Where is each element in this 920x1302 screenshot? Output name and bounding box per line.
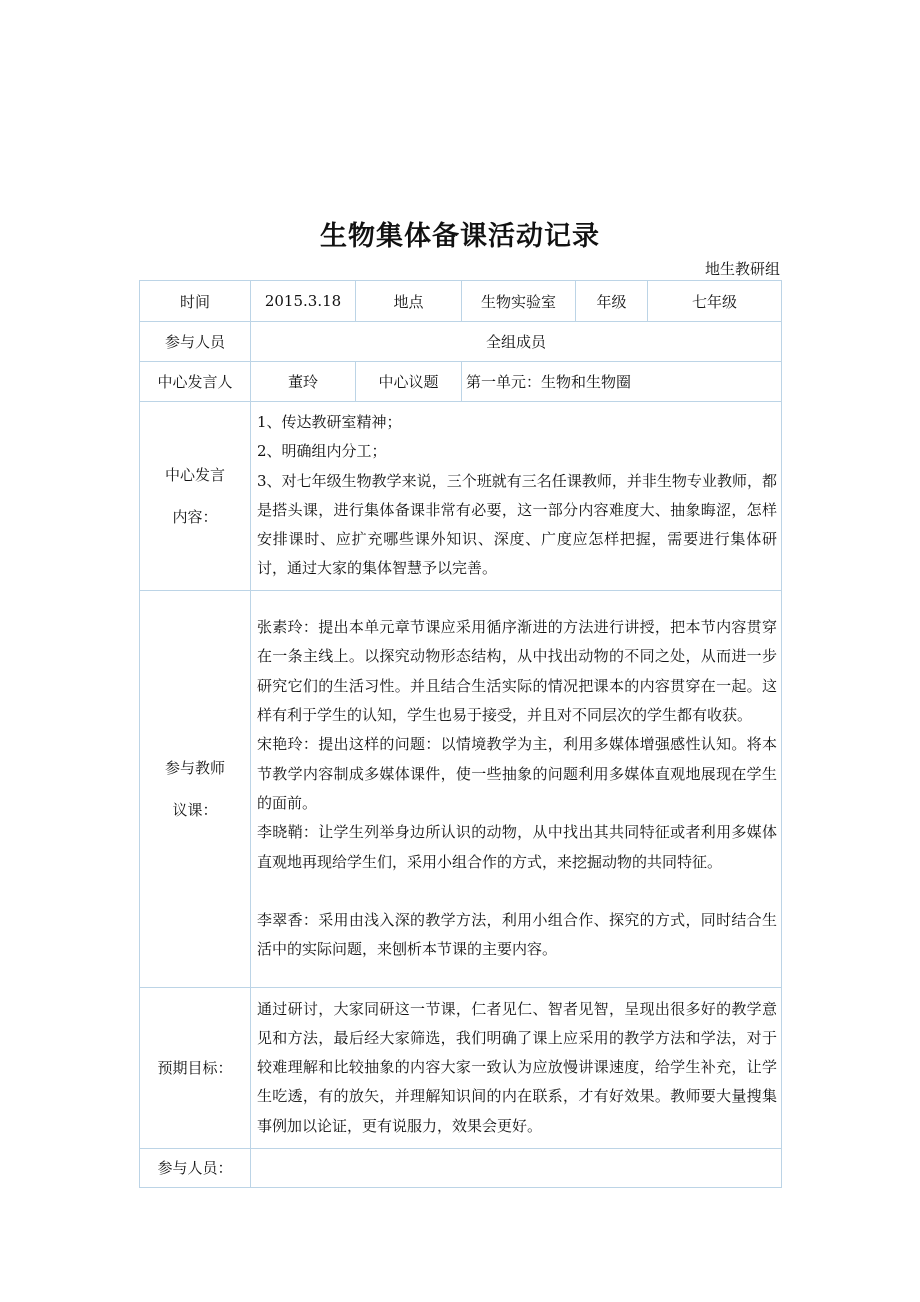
- goal-text: 通过研讨，大家同研这一节课，仁者见仁、智者见智，呈现出很多好的教学意见和方法，最后经大家筛选，我们明确了课上应采用的教学方法和学法，对于较难理解和比较抽象的内容大家一致认为应放慢讲课速度，给学生补充，让学生吃透，有的放矢，并理解知识间的内在联系，才有好效果。教师要大量搜集事例加以论证，更有说服力，效果会更好。: [257, 999, 777, 1135]
- grade-value: 七年级: [648, 281, 782, 322]
- speech-item: 3、对七年级生物教学来说，三个班就有三名任课教师，并非生物专业教师，都是搭头课，进行集体备课非常有必要，这一部分内容难度大、抽象晦涩，怎样安排课时、应扩充哪些课外知识、深度、广度应怎样把握，需要进行集体研讨，通过大家的集体智慧予以完善。: [257, 471, 777, 578]
- table-row: [140, 322, 782, 362]
- goal-label: 预期目标：: [140, 987, 251, 1148]
- discussion-paragraph: 张素玲：提出本单元章节课应采用循序渐进的方法进行讲授，把本节内容贯穿在一条主线上。以探究动物形态结构，从中找出动物的不同之处，从而进一步研究它们的生活习性。并且结合生活实际的情况把课本的内容贯穿在一起。这样有利于学生的认知，学生也易于接受，并且对不同层次的学生都有收获。: [257, 618, 777, 725]
- table-row: [140, 1148, 782, 1187]
- table-row: [140, 987, 782, 1148]
- grade-label: 年级: [576, 281, 648, 322]
- goal-content: [251, 987, 782, 1148]
- table-row: [140, 362, 782, 402]
- time-value: 2015.3.18: [251, 281, 356, 322]
- speech-label-line2: 内容：: [172, 507, 218, 526]
- speech-label-line1: 中心发言: [164, 465, 225, 484]
- footer-participants-label: 参与人员：: [140, 1148, 251, 1187]
- discussion-paragraph: 李晓鞘：让学生列举身边所认识的动物，从中找出其共同特征或者利用多媒体直观地再现给学生们，采用小组合作的方式，来挖掘动物的共同特征。: [257, 823, 777, 871]
- group-name: 地生教研组: [704, 260, 780, 278]
- speaker-value: 董玲: [251, 362, 356, 402]
- page-title: 生物集体备课活动记录: [320, 221, 600, 252]
- topic-label: 中心议题: [356, 362, 462, 402]
- topic-value: 第一单元：生物和生物圈: [462, 362, 782, 402]
- discussion-label: [140, 590, 251, 987]
- table-row: [140, 402, 782, 591]
- discussion-paragraph: 李翠香：采用由浅入深的教学方法，利用小组合作、探究的方式，同时结合生活中的实际问题，来刨析本节课的主要内容。: [257, 910, 777, 959]
- record-table: [139, 280, 782, 1188]
- discussion-label-line1: 参与教师: [164, 758, 225, 777]
- speech-item: 1、传达教研室精神；: [257, 413, 402, 431]
- discussion-content: [251, 590, 782, 987]
- discussion-paragraph: 宋艳玲：提出这样的问题：以情境教学为主，利用多媒体增强感性认知。将本节教学内容制成多媒体课件，使一些抽象的问题利用多媒体直观地展现在学生的面前。: [257, 735, 777, 812]
- paragraph-gap: [257, 877, 777, 906]
- participants-value: 全组成员: [251, 322, 782, 362]
- discussion-label-line2: 议课：: [172, 800, 218, 819]
- table-row: [140, 590, 782, 987]
- speech-item: 2、明确组内分工；: [257, 442, 387, 461]
- speech-content: [251, 402, 782, 591]
- place-label: 地点: [356, 281, 462, 322]
- time-label: 时间: [140, 281, 251, 322]
- footer-participants-value: [251, 1148, 782, 1187]
- speaker-label: 中心发言人: [140, 362, 251, 402]
- place-value: 生物实验室: [462, 281, 576, 322]
- speech-label: [140, 402, 251, 591]
- participants-label: 参与人员: [140, 322, 251, 362]
- table-row: [140, 281, 782, 322]
